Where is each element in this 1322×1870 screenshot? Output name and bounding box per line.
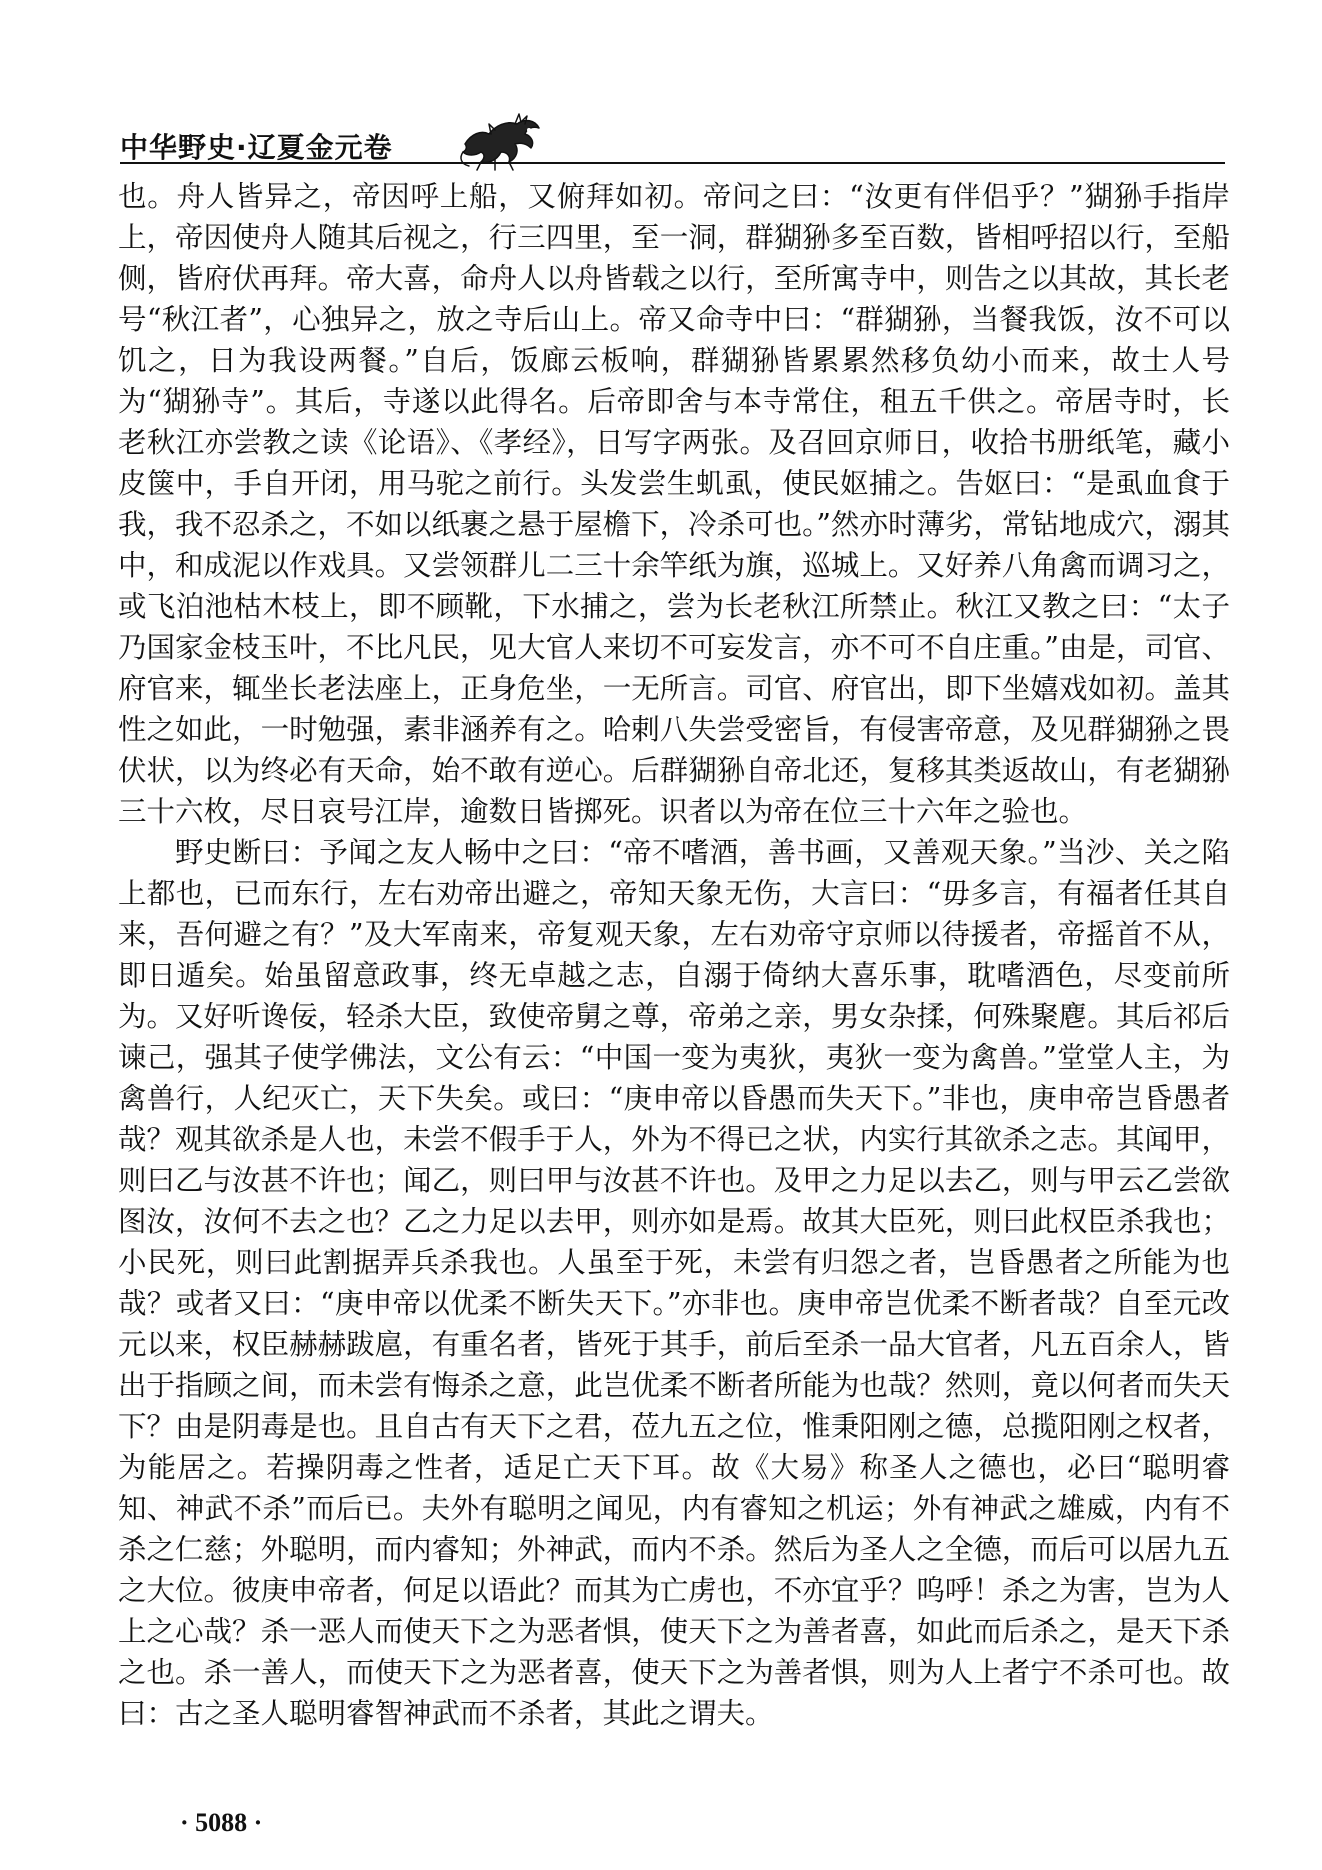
- paragraph: 也。舟人皆异之，帝因呼上船，又俯拜如初。帝问之曰：“汝更有伴侣乎？”猢狲手指岸上，帝因使舟人随其后视之，行三四里，至一洞，群猢狲多至百数，皆相呼招以行，至船侧，皆府伏再拜。帝大喜，命舟人以舟皆载之以行，至所寓寺中，则告之以其故，其长老号“秋江者”，心独异之，放之寺后山上。帝又命寺中曰：“群猢狲，当餐我饭，汝不可以饥之，日为我设两餐。”自后，饭廊云板响，群猢狲皆累累然移负幼小而来，故士人号为“猢狲寺”。其后，寺遂以此得名。后帝即舍与本寺常住，租五千供之。帝居寺时，长老秋江亦尝教之读《论语》、《孝经》，日写字两张。及召回京师日，收拾书册纸笔，藏小皮箧中，手自开闭，用马驼之前行。头发尝生虮虱，使民妪捕之。告妪曰：“是虱血食于我，我不忍杀之，不如以纸裹之悬于屋檐下，冷杀可也。”然亦时薄劣，常钻地成穴，溺其中，和成泥以作戏具。又尝领群儿二三十余竿纸为旗，巡城上。又好养八角禽而调习之，或飞泊池枯木枝上，即不顾靴，下水捕之，尝为长老秋江所禁止。秋江又教之曰：“太子乃国家金枝玉叶，不比凡民，见大官人来切不可妄发言，亦不可不自庄重。”由是，司官、府官来，辄坐长老法座上，正身危坐，一无所言。司官、府官出，即下坐嬉戏如初。盖其性之如此，一时勉强，素非涵养有之。哈剌八失尝受密旨，有侵害帝意，及见群猢狲之畏伏状，以为终必有天命，始不敢有逆心。后群猢狲自帝北还，复移其类返故山，有老猢狲三十六枚，尽日哀号江岸，逾数日皆掷死。识者以为帝在位三十六年之验也。: [118, 180, 1230, 828]
- body-text: [118, 176, 1230, 1734]
- paragraph: 野史断曰：予闻之友人畅中之曰：“帝不嗜酒，善书画，又善观天象。”当沙、关之陷上都也，已而东行，左右劝帝出避之，帝知天象无伤，大言曰：“毋多言，有福者任其自来，吾何避之有？”及大军南来，帝复观天象，左右劝帝守京师以待援者，帝摇首不从，即日遁矣。始虽留意政事，终无卓越之志，自溺于倚纳大喜乐事，耽嗜酒色，尽变前所为。又好听谗佞，轻杀大臣，致使帝舅之尊，帝弟之亲，男女杂揉，何殊聚麀。其后祁后谏己，强其子使学佛法，文公有云：“中国一变为夷狄，夷狄一变为禽兽。”堂堂人主，为禽兽行，人纪灭亡，天下失矣。或曰：“庚申帝以昏愚而失天下。”非也，庚申帝岂昏愚者哉？观其欲杀是人也，未尝不假手于人，外为不得已之状，内实行其欲杀之志。其闻甲，则曰乙与汝甚不许也；闻乙，则曰甲与汝甚不许也。及甲之力足以去乙，则与甲云乙尝欲图汝，汝何不去之也？乙之力足以去甲，则亦如是焉。故其大臣死，则曰此权臣杀我也；小民死，则曰此割据弄兵杀我也。人虽至于死，未尝有归怨之者，岂昏愚者之所能为也哉？或者又曰：“庚申帝以优柔不断失天下。”亦非也。庚申帝岂优柔不断者哉？自至元改元以来，权臣赫赫跋扈，有重名者，皆死于其手，前后至杀一品大官者，凡五百余人，皆出于指顾之间，而未尝有悔杀之意，此岂优柔不断者所能为也哉？然则，竟以何者而失天下？由是阴毒是也。且自古有天下之君，莅九五之位，惟秉阳刚之德，总揽阳刚之权者，为能居之。若操阴毒之性者，适足亡天下耳。故《大易》称圣人之德也，必曰“聪明睿知、神武不杀”而后已。夫外有聪明之闻见，内有睿知之机运；外有神武之雄威，内有不杀之仁慈；外聪明，而内睿知；外神武，而内不杀。然后为圣人之全德，而后可以居九五之大位。彼庚申帝者，何足以语此？而其为亡虏也，不亦宜乎？呜呼！杀之为害，岂为人上之心哉？杀一恶人而使天下之为恶者惧，使天下之为善者喜，如此而后杀之，是天下杀之也。杀一善人，而使天下之为恶者喜，使天下之为善者惧，则为人上者宁不杀可也。故曰：古之圣人聪明睿智神武而不杀者，其此之谓夫。: [118, 836, 1230, 1730]
- book-title: 中华野史·辽夏金元卷: [120, 131, 393, 164]
- page-number: · 5088 ·: [180, 1808, 263, 1837]
- header-rule: [120, 162, 1225, 164]
